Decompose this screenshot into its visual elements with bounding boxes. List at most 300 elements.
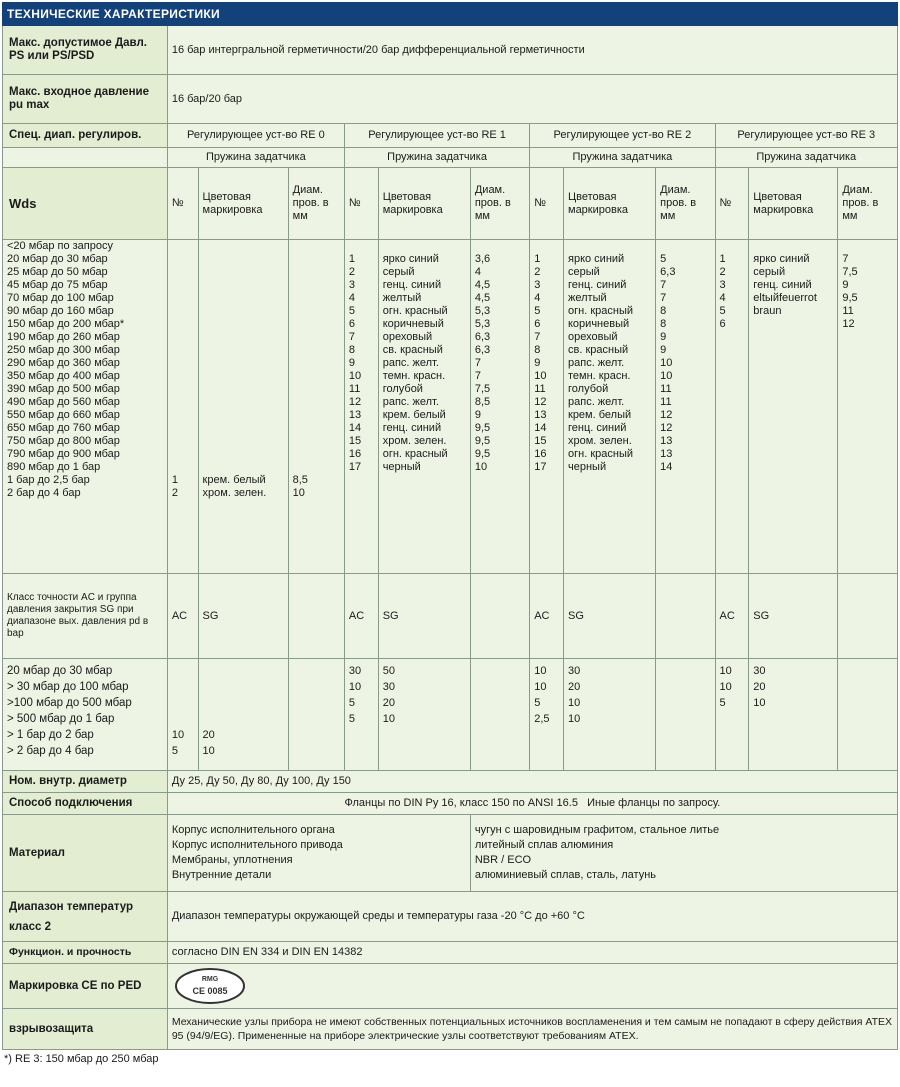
- list-item: св. красный: [382, 344, 443, 356]
- list-item: [720, 240, 745, 253]
- list-item: серый: [568, 266, 600, 278]
- list-item: 13: [660, 435, 673, 447]
- list-item: [203, 292, 284, 305]
- list-item: [842, 240, 893, 253]
- list-item: 12: [660, 409, 673, 421]
- list-item: 9,5: [474, 448, 491, 460]
- list-item: 13: [660, 448, 673, 460]
- list-item: 7: [842, 253, 849, 265]
- list-item: 8: [660, 318, 667, 330]
- list-item: 12: [842, 318, 855, 330]
- list-item: 10: [292, 487, 305, 499]
- list-item: 50: [382, 665, 395, 677]
- list-item: 5: [660, 253, 667, 265]
- list-item: черный: [382, 461, 421, 473]
- list-item: 1: [534, 253, 541, 265]
- wds-label: Wds: [3, 168, 168, 240]
- list-item: [753, 240, 833, 253]
- list-item: 9: [660, 344, 667, 356]
- material-parts: [167, 815, 470, 892]
- list-item: св. красный: [568, 344, 629, 356]
- list-item: [293, 344, 340, 357]
- list-item: 11: [348, 383, 361, 395]
- col-diam: Диам. пров. в мм: [288, 168, 344, 240]
- list-item: [203, 663, 284, 679]
- list-item: чугун с шаровидным графитом, стальное литье: [474, 824, 720, 836]
- explosion-label: взрывозащита: [3, 1009, 168, 1050]
- list-item: [568, 240, 651, 253]
- list-item: [203, 253, 284, 266]
- spring-colors-re1: [378, 240, 470, 574]
- sg-values-re0: [198, 659, 288, 771]
- list-item: 890 мбар до 1 бар: [7, 461, 101, 473]
- device-re3: Регулирующее уст-во RE 3: [715, 124, 897, 148]
- list-item: 10: [660, 370, 673, 382]
- svg-text:CE 0085: CE 0085: [192, 986, 228, 996]
- list-item: 10: [568, 713, 581, 725]
- list-item: [293, 448, 340, 461]
- col-color: Цветовая маркировка: [564, 168, 656, 240]
- list-item: 10: [382, 713, 395, 725]
- list-item: коричневый: [568, 318, 630, 330]
- list-item: [293, 331, 340, 344]
- list-item: 650 мбар до 760 мбар: [7, 422, 120, 434]
- list-item: алюминиевый сплав, сталь, латунь: [474, 869, 657, 881]
- spring-colors-re3: [749, 240, 838, 574]
- material-label: Материал: [3, 815, 168, 892]
- list-item: 8,5: [474, 396, 491, 408]
- list-item: [203, 461, 284, 474]
- ce-cell: [167, 964, 897, 1009]
- function-label: Функцион. и прочность: [3, 942, 168, 964]
- function-value: согласно DIN EN 334 и DIN EN 14382: [167, 942, 897, 964]
- list-item: 20: [753, 681, 766, 693]
- list-item: 5: [348, 697, 356, 709]
- list-item: [203, 331, 284, 344]
- list-item: [203, 396, 284, 409]
- list-item: [203, 279, 284, 292]
- max-pressure-value: 16 бар интергральной герметичности/20 бар дифференциальной герметичности: [167, 26, 897, 75]
- list-item: [172, 318, 194, 331]
- list-item: хром. зелен.: [568, 435, 632, 447]
- sg-label: SG: [749, 574, 838, 659]
- list-item: [293, 279, 340, 292]
- list-item: [172, 331, 194, 344]
- list-item: темн. красн.: [568, 370, 631, 382]
- list-item: 10: [474, 461, 488, 473]
- list-item: серый: [753, 266, 786, 278]
- col-no: №: [167, 168, 198, 240]
- list-item: 7: [660, 292, 667, 304]
- spring-label: Пружина задатчика: [715, 148, 897, 168]
- list-item: Мембраны, уплотнения: [171, 854, 293, 866]
- spring-colors-re0: [198, 240, 288, 574]
- list-item: 8: [534, 344, 541, 356]
- list-item: 7,5: [474, 383, 491, 395]
- list-item: ярко синий: [753, 253, 810, 265]
- list-item: >100 мбар до 500 мбар: [7, 697, 132, 709]
- list-item: 6,3: [474, 331, 491, 343]
- list-item: [172, 357, 194, 370]
- explosion-value: Механические узлы прибора не имеют собственных потенциальных источников воспламенения и тем самым не попадают в сферу действия ATEX 95 (94/9/EG). Примененные на приборе электрические узлы соответствуют требованиям ATEX.: [167, 1009, 897, 1050]
- list-item: 9: [842, 279, 849, 291]
- list-item: 6: [348, 318, 356, 330]
- list-item: [293, 357, 340, 370]
- ac-values-re3: [715, 659, 749, 771]
- list-item: 5,3: [474, 318, 491, 330]
- spring-nums-re3: [715, 240, 749, 574]
- ac-values-re1: [344, 659, 378, 771]
- list-item: 13: [348, 409, 362, 421]
- empty-cell: [3, 148, 168, 168]
- list-item: 5: [534, 697, 541, 709]
- list-item: [172, 409, 194, 422]
- ac-values-re0: [167, 659, 198, 771]
- list-item: [172, 711, 194, 727]
- list-item: 7: [474, 357, 481, 369]
- list-item: 30: [348, 665, 362, 677]
- list-item: 11: [660, 396, 672, 408]
- connection-value: Фланцы по DIN Ру 16, класс 150 по ANSI 16.5 Иные фланцы по запросу.: [167, 793, 897, 815]
- list-item: [172, 279, 194, 292]
- list-item: 10: [348, 681, 362, 693]
- list-item: 3: [534, 279, 541, 291]
- list-item: 10: [719, 665, 732, 677]
- list-item: литейный сплав алюминия: [474, 839, 614, 851]
- max-inlet-label: Макс. входное давление pu max: [3, 75, 168, 124]
- list-item: 9: [348, 357, 356, 369]
- list-item: 10: [171, 729, 185, 741]
- list-item: 1: [171, 474, 178, 486]
- list-item: [172, 695, 194, 711]
- list-item: 30: [382, 681, 395, 693]
- sg-values-re1: [378, 659, 470, 771]
- list-item: 8,5: [292, 474, 308, 486]
- max-inlet-value: 16 бар/20 бар: [167, 75, 897, 124]
- spring-nums-re2: [530, 240, 564, 574]
- list-item: 10: [568, 697, 581, 709]
- list-item: [203, 266, 284, 279]
- sg-label: SG: [198, 574, 288, 659]
- empty-cell: [838, 659, 898, 771]
- list-item: 11: [660, 383, 672, 395]
- device-re2: Регулирующее уст-во RE 2: [530, 124, 715, 148]
- list-item: 90 мбар до 160 мбар: [7, 305, 114, 317]
- list-item: 10: [534, 681, 547, 693]
- max-pressure-label: Макс. допустимое Давл. PS или PS/PSD: [3, 26, 168, 75]
- list-item: [293, 305, 340, 318]
- list-item: рапс. желт.: [382, 396, 439, 408]
- list-item: 11: [534, 383, 546, 395]
- col-no: №: [344, 168, 378, 240]
- col-diam: Диам. пров. в мм: [656, 168, 715, 240]
- list-item: [293, 370, 340, 383]
- list-item: 10: [202, 745, 215, 757]
- empty-cell: [470, 574, 529, 659]
- list-item: > 500 мбар до 1 бар: [7, 713, 115, 725]
- list-item: 7: [348, 331, 356, 343]
- list-item: [172, 461, 194, 474]
- list-item: [293, 422, 340, 435]
- list-item: 9: [474, 409, 481, 421]
- list-item: [172, 370, 194, 383]
- list-item: 5: [171, 745, 178, 757]
- list-item: 5: [348, 713, 356, 725]
- ac-label: AC: [344, 574, 378, 659]
- list-item: рапс. желт.: [568, 357, 625, 369]
- list-item: голубой: [568, 383, 609, 395]
- spring-label: Пружина задатчика: [344, 148, 529, 168]
- list-item: 25 мбар до 50 мбар: [7, 266, 108, 278]
- list-item: [534, 240, 559, 253]
- list-item: Корпус исполнительного органа: [171, 824, 335, 836]
- device-re0: Регулирующее уст-во RE 0: [167, 124, 344, 148]
- list-item: крем. белый: [568, 409, 632, 421]
- empty-cell: [288, 659, 344, 771]
- list-item: 9,5: [842, 292, 858, 304]
- list-item: хром. зелен.: [382, 435, 447, 447]
- list-item: 4: [534, 292, 541, 304]
- ce-label: Маркировка CE по PED: [3, 964, 168, 1009]
- spec-table: [2, 2, 898, 1050]
- list-item: 9,5: [474, 435, 491, 447]
- list-item: 9: [534, 357, 541, 369]
- list-item: [293, 318, 340, 331]
- sg-label: SG: [378, 574, 470, 659]
- list-item: 12: [534, 396, 547, 408]
- ac-label: AC: [167, 574, 198, 659]
- list-item: 490 мбар до 560 мбар: [7, 396, 120, 408]
- list-item: [172, 422, 194, 435]
- list-item: желтый: [568, 292, 607, 304]
- list-item: ореховый: [382, 331, 433, 343]
- list-item: серый: [382, 266, 415, 278]
- acc-range-list: [3, 659, 168, 771]
- nominal-label: Ном. внутр. диаметр: [3, 771, 168, 793]
- list-item: Внутренние детали: [171, 869, 272, 881]
- list-item: [203, 344, 284, 357]
- spring-colors-re2: [564, 240, 656, 574]
- list-item: 4,5: [474, 279, 491, 291]
- list-item: 790 мбар до 900 мбар: [7, 448, 120, 460]
- ac-label: AC: [715, 574, 749, 659]
- list-item: [293, 435, 340, 448]
- list-item: [203, 383, 284, 396]
- list-item: черный: [568, 461, 607, 473]
- spring-label: Пружина задатчика: [530, 148, 715, 168]
- list-item: [293, 266, 340, 279]
- empty-cell: [838, 574, 898, 659]
- list-item: 20: [382, 697, 395, 709]
- list-item: 6,3: [660, 266, 676, 278]
- list-item: 6: [534, 318, 541, 330]
- ac-values-re2: [530, 659, 564, 771]
- list-item: 6,3: [474, 344, 491, 356]
- list-item: [203, 305, 284, 318]
- material-values: [470, 815, 897, 892]
- list-item: 4: [474, 266, 481, 278]
- empty-cell: [656, 574, 715, 659]
- list-item: [203, 448, 284, 461]
- list-item: 750 мбар до 800 мбар: [7, 435, 120, 447]
- list-item: [172, 448, 194, 461]
- list-item: 70 мбар до 100 мбар: [7, 292, 114, 304]
- list-item: 30: [753, 665, 766, 677]
- list-item: braun: [753, 305, 782, 317]
- list-item: 2: [171, 487, 178, 499]
- col-no: №: [530, 168, 564, 240]
- list-item: 4: [719, 292, 726, 304]
- list-item: 550 мбар до 660 мбар: [7, 409, 120, 421]
- list-item: коричневый: [382, 318, 444, 330]
- col-color: Цветовая маркировка: [198, 168, 288, 240]
- list-item: огн. красный: [382, 305, 448, 317]
- device-re1: Регулирующее уст-во RE 1: [344, 124, 529, 148]
- list-item: 2: [534, 266, 541, 278]
- list-item: [203, 435, 284, 448]
- list-item: 30: [568, 665, 581, 677]
- list-item: [172, 266, 194, 279]
- list-item: 20: [202, 729, 215, 741]
- list-item: 290 мбар до 360 мбар: [7, 357, 120, 369]
- list-item: 12: [348, 396, 362, 408]
- list-item: 14: [534, 422, 547, 434]
- list-item: [475, 240, 525, 253]
- list-item: 13: [534, 409, 547, 421]
- col-color: Цветовая маркировка: [749, 168, 838, 240]
- list-item: генц. синий: [568, 422, 627, 434]
- spring-diams-re0: [288, 240, 344, 574]
- list-item: 16: [348, 448, 362, 460]
- list-item: [293, 461, 340, 474]
- accuracy-label: Класс точности AC и группа давления закрытия SG при диапазоне вых. давления pd в bар: [3, 574, 168, 659]
- spring-diams-re2: [656, 240, 715, 574]
- list-item: 12: [660, 422, 673, 434]
- list-item: [293, 383, 340, 396]
- list-item: [203, 318, 284, 331]
- list-item: 350 мбар до 400 мбар: [7, 370, 120, 382]
- list-item: 150 мбар до 200 мбар*: [7, 318, 125, 330]
- list-item: 250 мбар до 300 мбар: [7, 344, 120, 356]
- list-item: 1: [719, 253, 726, 265]
- list-item: 20: [568, 681, 581, 693]
- list-item: [172, 435, 194, 448]
- list-item: крем. белый: [382, 409, 446, 421]
- list-item: [172, 305, 194, 318]
- list-item: [172, 240, 194, 253]
- list-item: [172, 679, 194, 695]
- spring-diams-re3: [838, 240, 898, 574]
- list-item: [383, 240, 466, 253]
- list-item: > 30 мбар до 100 мбар: [7, 681, 129, 693]
- list-item: генц. синий: [753, 279, 812, 291]
- list-item: [293, 409, 340, 422]
- list-item: 1: [348, 253, 356, 265]
- list-item: 4: [348, 292, 356, 304]
- list-item: хром. зелен.: [202, 487, 267, 499]
- range-label: Спец. диап. регулиров.: [3, 124, 168, 148]
- sg-values-re2: [564, 659, 656, 771]
- list-item: генц. синий: [382, 422, 442, 434]
- temperature-value: Диапазон температуры окружающей среды и температуры газа -20 °C до +60 °C: [167, 892, 897, 942]
- list-item: рапс. желт.: [382, 357, 439, 369]
- list-item: желтый: [382, 292, 422, 304]
- list-item: 20 мбар до 30 мбар: [7, 665, 113, 677]
- range-list: [3, 240, 168, 574]
- list-item: 2: [348, 266, 356, 278]
- list-item: [172, 396, 194, 409]
- list-item: [293, 240, 340, 253]
- list-item: [203, 409, 284, 422]
- list-item: генц. синий: [568, 279, 627, 291]
- col-color: Цветовая маркировка: [378, 168, 470, 240]
- list-item: 15: [348, 435, 362, 447]
- list-item: 7,5: [842, 266, 858, 278]
- list-item: голубой: [382, 383, 423, 395]
- list-item: 20 мбар до 30 мбар: [7, 253, 108, 265]
- list-item: 2: [719, 266, 726, 278]
- list-item: 8: [660, 305, 667, 317]
- list-item: [172, 383, 194, 396]
- list-item: 3,6: [474, 253, 491, 265]
- list-item: 10: [719, 681, 732, 693]
- list-item: 1 бар до 2,5 бар: [7, 474, 90, 486]
- list-item: огн. красный: [382, 448, 448, 460]
- list-item: 45 мбар до 75 мбар: [7, 279, 108, 291]
- list-item: eltыйfeuerrot: [753, 292, 817, 304]
- list-item: [203, 679, 284, 695]
- list-item: 17: [534, 461, 547, 473]
- footnote: *) RE 3: 150 мбар до 250 мбар: [4, 1053, 159, 1065]
- list-item: 7: [660, 279, 667, 291]
- list-item: NBR / ECO: [474, 854, 532, 866]
- list-item: [293, 396, 340, 409]
- list-item: огн. красный: [568, 448, 633, 460]
- spring-diams-re1: [470, 240, 529, 574]
- svg-text:RMG: RMG: [201, 976, 218, 983]
- list-item: 6: [719, 318, 726, 330]
- list-item: [660, 240, 710, 253]
- list-item: [203, 711, 284, 727]
- list-item: 10: [534, 665, 547, 677]
- list-item: [203, 370, 284, 383]
- empty-cell: [288, 574, 344, 659]
- list-item: 2 бар до 4 бар: [7, 487, 81, 499]
- list-item: [293, 253, 340, 266]
- list-item: <20 мбар по запросу: [7, 240, 113, 252]
- list-item: 14: [348, 422, 362, 434]
- list-item: 2,5: [534, 713, 550, 725]
- list-item: крем. белый: [202, 474, 266, 486]
- list-item: 10: [753, 697, 766, 709]
- list-item: ярко синий: [382, 253, 439, 265]
- list-item: [172, 253, 194, 266]
- list-item: [293, 292, 340, 305]
- list-item: 16: [534, 448, 547, 460]
- list-item: ярко синий: [568, 253, 625, 265]
- list-item: 10: [348, 370, 362, 382]
- list-item: 4,5: [474, 292, 491, 304]
- list-item: 390 мбар до 500 мбар: [7, 383, 120, 395]
- sg-values-re3: [749, 659, 838, 771]
- ac-label: AC: [530, 574, 564, 659]
- list-item: [203, 422, 284, 435]
- list-item: 5: [719, 305, 726, 317]
- list-item: 10: [534, 370, 547, 382]
- list-item: 7: [534, 331, 541, 343]
- list-item: 14: [660, 461, 673, 473]
- list-item: 3: [348, 279, 356, 291]
